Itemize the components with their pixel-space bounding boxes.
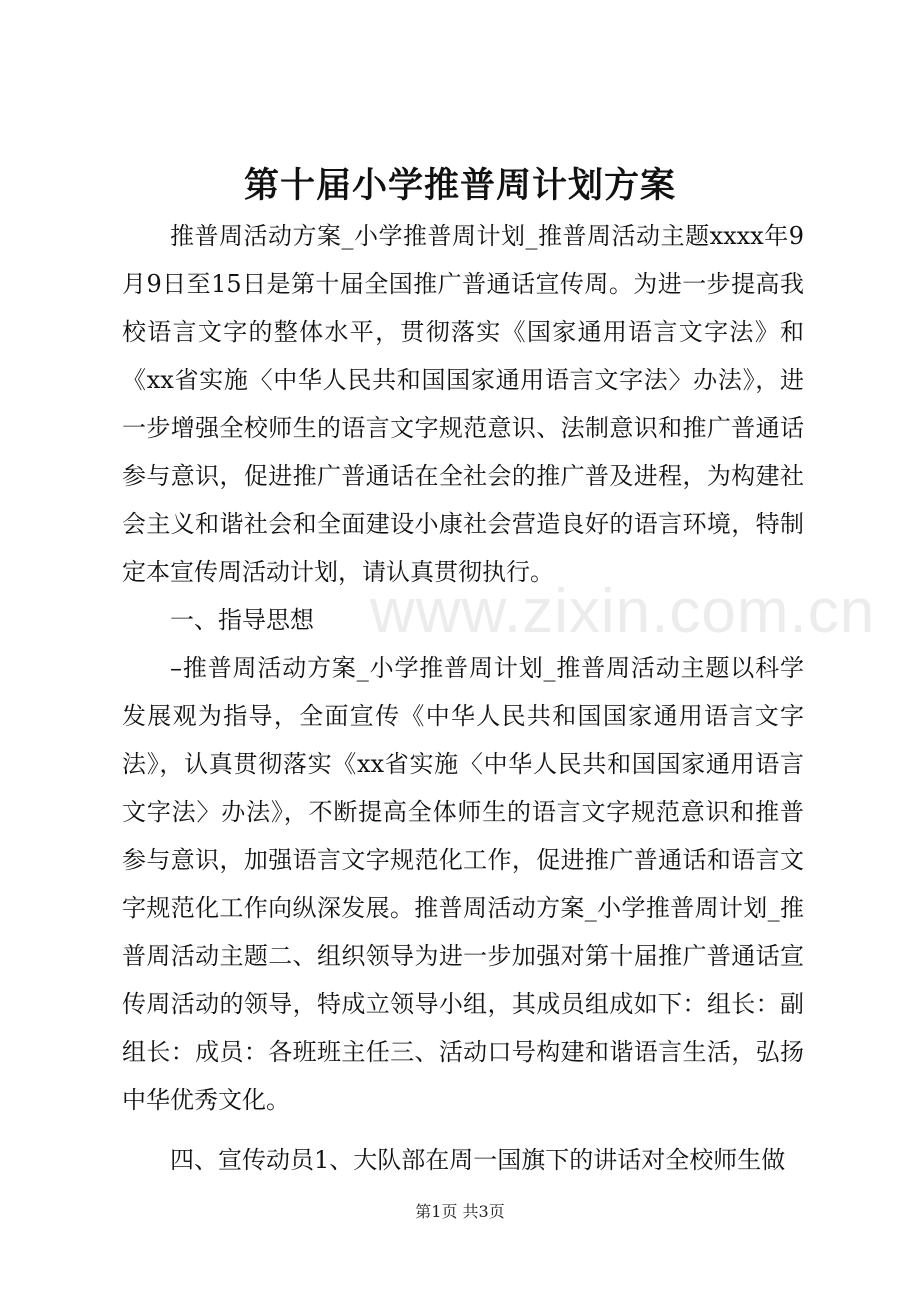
section-heading-guiding-ideology: 一、指导思想 (170, 606, 314, 634)
document-title: 第十届小学推普周计划方案 (243, 165, 676, 206)
page-footer: 第1页 共3页 (415, 1202, 505, 1221)
paragraph-guiding-ideology: –推普周活动方案_小学推普周计划_推普周活动主题以科学发展观为指导，全面宣传《中华人民共和国国家通用语言文字法》，认真贯彻落实《xx省实施〈中华人民共和国国家通用语言文字法〉办法》，不断提高全体师生的语言文字规范意识和推普参与意识，加强语言文字规范化工作，促进推广普通话和语言文字规范化工作向纵深发展。推普周活动方案_小学推普周计划_推普周活动主题二、组织领导为进一步加强对第十届推广普通话宣传周活动的领导，特成立领导小组，其成员组成如下：组长：副组长：成员：各班班主任三、活动口号构建和谐语言生活，弘扬中华优秀文化。 (122, 654, 804, 1114)
document-body (122, 212, 804, 1184)
paragraph-intro: 推普周活动方案_小学推普周计划_推普周活动主题xxxx年9月9日至15日是第十届全国推广普通话宣传周。为进一步提高我校语言文字的整体水平，贯彻落实《国家通用语言文字法》和《xx省实施〈中华人民共和国国家通用语言文字法〉办法》，进一步增强全校师生的语言文字规范意识、法制意识和推广普通话参与意识，促进推广普通话在全社会的推广普及进程，为构建社会主义和谐社会和全面建设小康社会营造良好的语言环境，特制定本宣传周活动计划，请认真贯彻执行。 (122, 222, 804, 586)
paragraph-publicity: 四、宣传动员1、大队部在周一国旗下的讲话对全校师生做 (170, 1146, 786, 1174)
watermark: www.zixin.com.cn (370, 577, 876, 646)
